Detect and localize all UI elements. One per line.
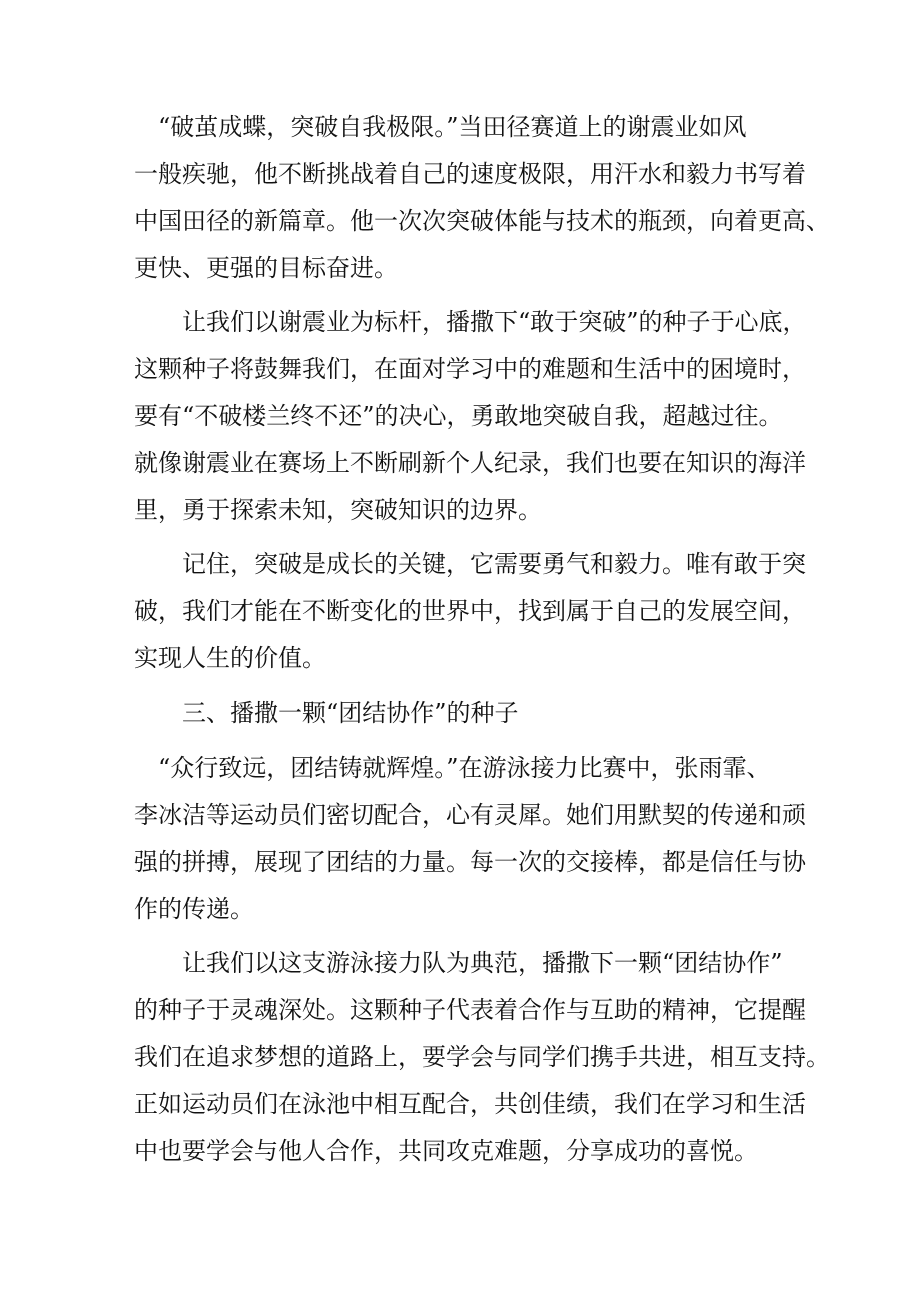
text-line: 正如运动员们在泳池中相互配合，共创佳绩，我们在学习和生活 [134,1090,806,1118]
text-line: “破茧成蝶，突破自我极限。”当田径赛道上的谢震业如风 [134,113,747,141]
paragraph-teamwork-intro [134,745,806,933]
paragraph-breakthrough-summary [134,541,806,682]
section-heading: 三、播撒一颗“团结协作”的种子 [134,699,519,727]
text-line: 中也要学会与他人合作，共同攻克难题，分享成功的喜悦。 [134,1137,758,1165]
paragraph-breakthrough-intro [134,104,830,292]
text-line: 强的拼搏，展现了团结的力量。每一次的交接棒，都是信任与协 [134,848,806,876]
text-line: 要有“不破楼兰终不还”的决心，勇敢地突破自我，超越过往。 [134,402,783,430]
text-line: 更快、更强的目标奋进。 [134,254,398,282]
text-line: 我们在追求梦想的道路上，要学会与同学们携手共进，相互支持。 [134,1043,830,1071]
text-line: 中国田径的新篇章。他一次次突破体能与技术的瓶颈，向着更高、 [134,207,830,235]
text-line: 里，勇于探索未知，突破知识的边界。 [134,496,542,524]
text-line: 一般疾驰，他不断挑战着自己的速度极限，用汗水和毅力书写着 [134,160,806,188]
text-line: 让我们以谢震业为标杆，播撒下“敢于突破”的种子于心底， [134,308,807,336]
text-line: 让我们以这支游泳接力队为典范，播撒下一颗“团结协作” [134,949,783,977]
text-line: 破，我们才能在不断变化的世界中，找到属于自己的发展空间， [134,597,806,625]
text-line: 这颗种子将鼓舞我们，在面对学习中的难题和生活中的困境时， [134,355,806,383]
text-line: 的种子于灵魂深处。这颗种子代表着合作与互助的精神，它提醒 [134,996,806,1024]
text-line: 李冰洁等运动员们密切配合，心有灵犀。她们用默契的传递和顽 [134,801,806,829]
paragraph-teamwork-seed [134,940,830,1175]
section-heading-teamwork [134,690,794,737]
text-line: 就像谢震业在赛场上不断刷新个人纪录，我们也要在知识的海洋 [134,449,806,477]
text-line: 实现人生的价值。 [134,644,326,672]
text-line: “众行致远，团结铸就辉煌。”在游泳接力比赛中，张雨霏、 [134,754,771,782]
text-line: 记住，突破是成长的关键，它需要勇气和毅力。唯有敢于突 [134,550,806,578]
text-line: 作的传递。 [134,895,254,923]
document-body [134,104,830,1175]
paragraph-breakthrough-seed [134,299,807,534]
